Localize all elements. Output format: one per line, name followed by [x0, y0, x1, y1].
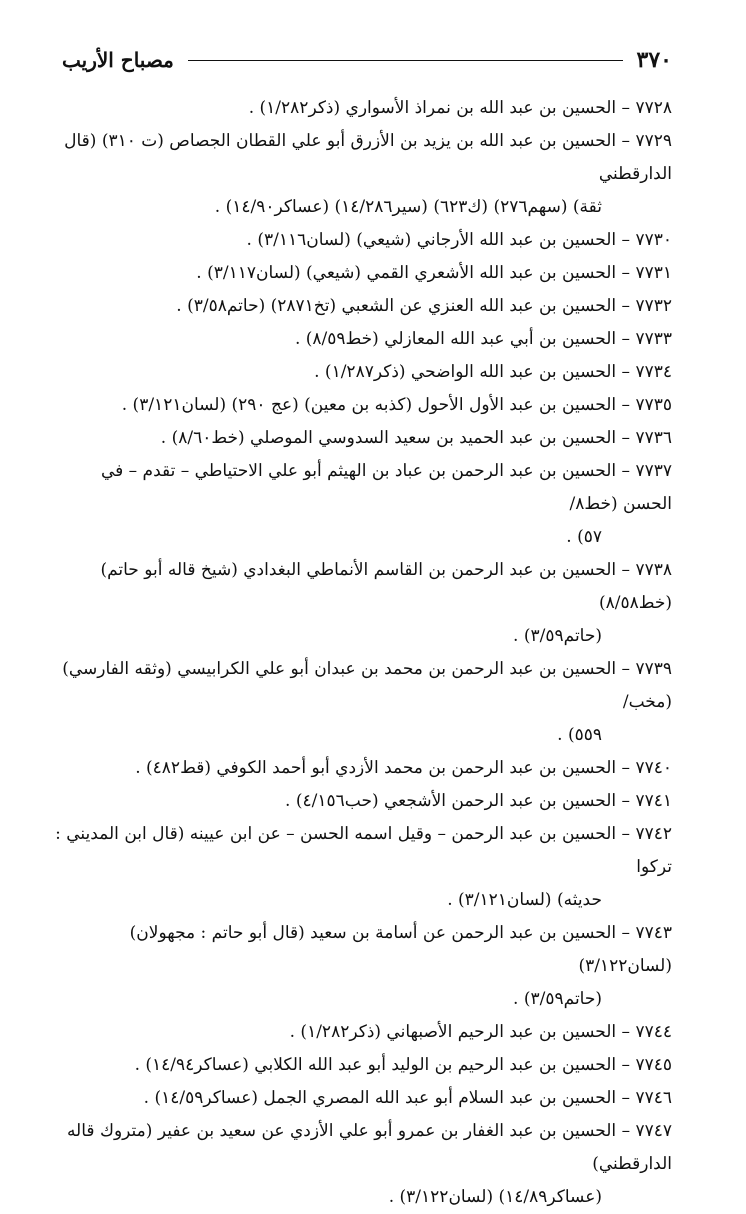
entry-number: ٧٧٤١ [635, 791, 672, 811]
entry-text: – الحسين بن عبد الله الأرجاني (شيعي) (لسان٣/١١٦) . [246, 230, 631, 250]
entry-number: ٧٧٤٥ [635, 1055, 672, 1075]
entry-text: – الحسين بن أبي عبد الله المعازلي (خط٨/٥٩) . [294, 329, 631, 349]
entry-text-continuation: (حاتم٣/٥٩) . [513, 989, 602, 1009]
entry-text: – الحسين بن عبد الرحمن – وقيل اسمه الحسن – عن ابن عيينه (قال ابن المديني : تركوا [55, 824, 672, 877]
entry-number: ٧٧٣٣ [635, 329, 672, 349]
entry-text-continuation: ٥٥٩) . [557, 725, 602, 745]
header-rule [188, 60, 623, 61]
entry-text: – الحسين بن عبد الأول الأحول (كذبه بن معين) (عج ٢٩٠) (لسان٣/١٢١) . [121, 395, 631, 415]
entry-number: ٧٧٢٩ [635, 131, 672, 151]
entry-7739 [52, 653, 672, 752]
entry-number: ٧٧٤٣ [635, 923, 672, 943]
entry-number: ٧٧٤٦ [635, 1088, 672, 1108]
entry-text: – الحسين بن عبد الرحمن الأشجعي (حب٤/١٥٦) . [285, 791, 631, 811]
entry-text-continuation: حديثه) (لسان٣/١٢١) . [447, 890, 602, 910]
entry-number: ٧٧٣٩ [635, 659, 672, 679]
entry-7740 [52, 752, 672, 785]
entry-text: – الحسين بن عبد الرحمن بن القاسم الأنماطي البغدادي (شيخ قاله أبو حاتم) (خط٨/٥٨) [100, 560, 672, 613]
entry-list [52, 92, 672, 1214]
entry-text: – الحسين بن عبد الله الواضحي (ذكر١/٢٨٧) . [314, 362, 631, 382]
entry-text: – الحسين بن عبد الغفار بن عمرو أبو علي الأزدي عن سعيد بن عفير (متروك قاله الدارقطني) [66, 1121, 672, 1174]
entry-text: – الحسين بن عبد الرحيم الأصبهاني (ذكر١/٢٨٢) . [289, 1022, 631, 1042]
entry-text: – الحسين بن عبد الله العنزي عن الشعبي (تخ٢٨٧١) (حاتم٣/٥٨) . [176, 296, 631, 316]
entry-text: – الحسين بن عبد الرحمن بن محمد بن عبدان أبو علي الكرابيسي (وثقه الفارسي) (مخب/ [62, 659, 672, 712]
entry-text-continuation: (عساكر١٤/٨٩) (لسان٣/١٢٢) . [388, 1187, 602, 1207]
entry-7746 [52, 1082, 672, 1115]
entry-7738 [52, 554, 672, 653]
entry-text: – الحسين بن عبد الرحمن بن محمد الأزدي أبو أحمد الكوفي (قط٤٨٢) . [135, 758, 631, 778]
entry-number: ٧٧٣٥ [635, 395, 672, 415]
entry-7737 [52, 455, 672, 554]
entry-text: – الحسين بن عبد الله الأشعري القمي (شيعي) (لسان٣/١١٧) . [196, 263, 631, 283]
entry-7747 [52, 1115, 672, 1214]
entry-text-continuation: ٥٧) . [566, 527, 602, 547]
entry-7745 [52, 1049, 672, 1082]
entry-7734 [52, 356, 672, 389]
entry-text: – الحسين بن عبد الرحمن عن أسامة بن سعيد (قال أبو حاتم : مجهولان) (لسان٣/١٢٢) [129, 923, 672, 976]
entry-number: ٧٧٣٨ [635, 560, 672, 580]
entry-text: – الحسين بن عبد الحميد بن سعيد السدوسي الموصلي (خط٨/٦٠) . [160, 428, 631, 448]
entry-text-continuation: (حاتم٣/٥٩) . [513, 626, 602, 646]
entry-7732 [52, 290, 672, 323]
entry-7742 [52, 818, 672, 917]
entry-number: ٧٧٣٤ [635, 362, 672, 382]
entry-number: ٧٧٣٧ [635, 461, 672, 481]
page-header [62, 40, 672, 80]
entry-number: ٧٧٣٠ [635, 230, 672, 250]
entry-number: ٧٧٣٦ [635, 428, 672, 448]
entry-number: ٧٧٣٢ [635, 296, 672, 316]
entry-text: – الحسين بن عبد الله بن نمراذ الأسواري (ذكر١/٢٨٢) . [248, 98, 631, 118]
entry-text-continuation: ثقة) (سهم٢٧٦) (ك٦٢٣) (سير١٤/٢٨٦) (عساكر١٤/٩٠) . [214, 197, 602, 217]
entry-7741 [52, 785, 672, 818]
entry-number: ٧٧٢٨ [635, 98, 672, 118]
entry-text: – الحسين بن عبد الرحمن بن عباد بن الهيثم أبو علي الاحتياطي – تقدم – في الحسن (خط٨/ [100, 461, 672, 514]
running-title: مصباح الأريب [62, 48, 174, 72]
entry-7728 [52, 92, 672, 125]
entry-text: – الحسين بن عبد الله بن يزيد بن الأزرق أبو علي القطان الجصاص (ت ٣١٠) (قال الدارقطني [64, 131, 672, 184]
entry-7729 [52, 125, 672, 224]
entry-text: – الحسين بن عبد السلام أبو عبد الله المصري الجمل (عساكر١٤/٥٩) . [143, 1088, 631, 1108]
entry-number: ٧٧٤٤ [635, 1022, 672, 1042]
entry-7730 [52, 224, 672, 257]
entry-7733 [52, 323, 672, 356]
entry-number: ٧٧٤٧ [635, 1121, 672, 1141]
page-number: ٣٧٠ [636, 47, 672, 73]
entry-7735 [52, 389, 672, 422]
entry-number: ٧٧٤٠ [635, 758, 672, 778]
entry-number: ٧٧٣١ [635, 263, 672, 283]
entry-7743 [52, 917, 672, 1016]
entry-text: – الحسين بن عبد الرحيم بن الوليد أبو عبد الله الكلابي (عساكر١٤/٩٤) . [134, 1055, 631, 1075]
entry-number: ٧٧٤٢ [635, 824, 672, 844]
entry-7744 [52, 1016, 672, 1049]
entry-7731 [52, 257, 672, 290]
entry-7736 [52, 422, 672, 455]
